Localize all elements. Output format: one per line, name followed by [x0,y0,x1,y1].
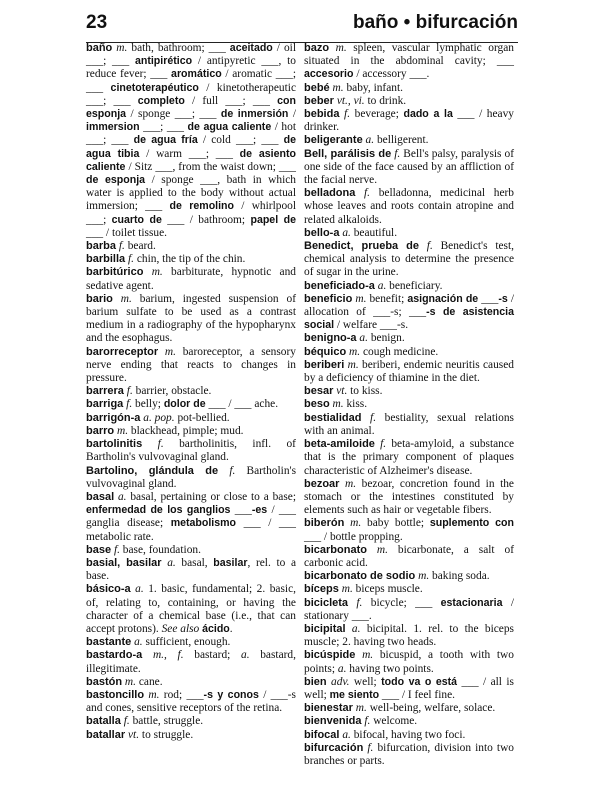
dictionary-entry [86,636,296,649]
right-column [304,42,514,768]
entry-headword: beligerante [304,134,363,147]
entry-grammar-label: m. [418,570,430,583]
entry-text: / accessory ___. [353,68,430,81]
dictionary-entry [304,148,514,188]
dictionary-entry [86,240,296,253]
entry-headword: batallar [86,728,126,741]
entry-headword: béquico [304,345,347,358]
entry-headword: Bell, parálisis de [304,147,392,160]
entry-grammar-label: a. pop. [143,411,175,424]
entry-headword: bifocal [304,728,340,741]
entry-headword: beber [304,94,334,107]
entry-text: well; [349,675,382,688]
entry-text: bifurcation, division into two branches or parts. [304,741,514,767]
entry-grammar-label: m. [355,702,367,715]
entry-grammar-label: f. [367,741,374,754]
entry-phrase: de agua fría [133,134,198,147]
entry-headword: bienestar [304,702,353,715]
dictionary-entry [86,557,296,583]
dictionary-entry [86,544,296,557]
entry-text: / stationary ___. [304,596,514,622]
entry-text: baby, infant. [343,81,403,94]
entry-grammar-label: f. [370,411,377,424]
entry-grammar-label: a. [351,622,361,635]
dictionary-entry [86,385,296,398]
dictionary-entry [86,253,296,266]
dictionary-entry [304,676,514,702]
entry-phrase: basilar [213,556,248,569]
entry-text: ___ / heavy drinker. [304,108,515,134]
entry-headword: barba [86,240,116,253]
entry-text: pot-bellied. [174,411,230,424]
entry-text: ___ [478,292,499,305]
entry-headword: basial, basilar [86,556,162,569]
guide-words: baño • bifurcación [353,12,518,33]
dictionary-entry [304,729,514,742]
entry-phrase: de agua tibia [86,134,296,160]
entry-text: ___ / ___ metabolic rate. [86,517,297,543]
entry-text: kiss. [343,398,368,411]
entry-headword: básico-a [86,583,131,596]
entry-text [355,187,364,199]
entry-text: base, foundation. [119,543,201,556]
entry-text: ___; ___ [139,121,188,134]
entry-text: to struggle. [139,728,194,741]
dictionary-entry [304,332,514,345]
dictionary-entry [304,95,514,108]
entry-text: / whirlpool ___; [86,200,297,226]
entry-text: / warm ___; ___ [139,147,240,160]
entry-grammar-label: f. [364,187,371,200]
dictionary-entry [304,359,514,385]
entry-headword: bien [304,675,327,688]
entry-text: / full ___; ___ [184,94,278,107]
entry-headword: barrigón-a [86,411,141,424]
entry-text: 1. basic, fundamental; 2. basic, of, relating to, containing, or having the character of a chemical base (i.e., that can accept protons). [86,583,296,635]
entry-grammar-label: f. [426,240,433,253]
entry-text: / welfare ___-s. [334,319,409,332]
entry-headword: barro [86,424,115,437]
entry-grammar-label: a. [117,490,127,503]
entry-phrase: de inmersión [220,108,289,121]
entry-phrase: metabolismo [170,517,237,530]
entry-text [367,544,377,556]
entry-grammar-label: vt., vi. [336,94,365,107]
entry-headword: bienvenida [304,715,362,728]
entry-grammar-label: f. [123,715,130,728]
entry-phrase: -s y conos [203,688,259,701]
entry-text: Bell's palsy, paralysis of one side of the face caused by an affliction of the facial nerve. [304,147,514,187]
entry-text: beautiful. [350,226,398,239]
entry-grammar-label: See also [161,622,200,635]
entry-text: / Sitz ___, from the waist down; ___ [125,160,296,173]
entry-grammar-label: m. [116,424,129,437]
dictionary-entry [86,649,296,675]
entry-headword: bifurcación [304,741,364,754]
entry-grammar-label: a. [135,583,144,596]
entry-headword: bastoncillo [86,688,145,701]
dictionary-entry [304,517,514,543]
entry-text: to drink. [364,94,407,107]
entry-headword: bestialidad [304,411,362,424]
dictionary-entry [86,465,296,491]
entry-text: , rel. to a base. [86,556,296,583]
entry-headword: bicarbonato [304,543,367,556]
entry-headword: bíceps [304,583,339,596]
entry-phrase: todo va o está [381,675,458,688]
page-number: 23 [86,12,108,33]
entry-text: belly; [132,398,164,411]
entry-phrase: con esponja [86,94,296,121]
dictionary-entry [304,82,514,95]
entry-text: / antipyretic ___, to reduce fever; ___ [86,55,296,81]
entry-grammar-label: m. [349,345,361,358]
entry-text: bartholinitis, infl. of Bartholin's vulvovaginal gland. [86,438,296,464]
entry-grammar-label: a. [134,636,143,649]
entry-grammar-label: a. [167,556,176,569]
entry-grammar-label: m. [362,649,374,662]
entry-text: ___ [230,504,252,517]
entry-grammar-label: f. [364,715,371,728]
page-header [86,8,518,43]
entry-headword: bario [86,292,113,305]
entry-phrase: de remolino [169,200,234,213]
entry-grammar-label: f. [127,253,134,266]
entry-text: well-being, welfare, solace. [366,702,496,715]
entry-headword: beneficiado-a [304,279,375,292]
entry-text: beverage; [350,108,404,121]
entry-headword: barrera [86,385,124,398]
dictionary-entry [304,583,514,596]
entry-text: barium, ingested suspension of barium sulfate to be used as a contrast medium in a radiography of the hypopharynx and the esophagus. [86,292,296,345]
entry-phrase: aromático [171,68,222,81]
dictionary-entry [86,689,296,715]
entry-text: cane. [136,675,163,688]
entry-grammar-label: m. [120,292,132,305]
dictionary-entry [304,385,514,398]
dictionary-entry [304,649,514,675]
dictionary-entry [304,108,514,134]
entry-grammar-label: a. [342,728,351,741]
entry-text: Benedict's test, chemical analysis to determine the presence of sugar in the urine. [304,240,514,279]
entry-text: / oil ___; ___ [86,42,296,68]
entry-headword: biberón [304,517,345,530]
entry-grammar-label: adv. [331,675,350,688]
entry-text: barbiturate, hypnotic and sedative agent. [86,266,296,292]
entry-text: beriberi, endemic neuritis caused by a deficiency of thiamine in the diet. [304,358,514,385]
entry-text: / allocation of ___-s; ___ [304,292,514,319]
entry-phrase: dolor de [163,398,206,411]
entry-text: blackhead, pimple; mud. [128,424,244,437]
entry-text: belligerent. [374,134,429,147]
entry-grammar-label: f. [356,596,363,609]
entry-text: bicuspid, a tooth with two points; [304,649,514,675]
entry-headword: bazo [304,42,330,54]
entry-headword: beriberi [304,358,345,371]
entry-text: beneficiary. [386,279,443,292]
entry-phrase: estacionaria [440,596,503,609]
entry-headword: bicarbonato de sodio [304,570,416,583]
entry-headword: base [86,543,112,556]
entry-grammar-label: m. [164,345,176,358]
entry-phrase: de asiento caliente [86,147,296,173]
dictionary-entry [304,702,514,715]
entry-phrase: de agua caliente [187,121,272,134]
dictionary-entry [304,742,514,768]
entry-grammar-label: f. [126,398,133,411]
entry-grammar-label: m. [335,42,347,54]
dictionary-entry [86,42,296,240]
dictionary-entry [304,240,514,280]
entry-headword: beta-amiloide [304,438,375,451]
dictionary-entry [304,412,514,438]
dictionary-entry [304,134,514,147]
entry-text: bastard, illegitimate. [86,649,296,675]
entry-headword: Bartolino, glándula de [86,464,219,477]
entry-text [142,649,153,661]
entry-headword: bicicleta [304,596,349,609]
entry-phrase: accesorio [304,68,354,81]
entry-headword: baño [86,42,113,54]
dictionary-entry [86,346,296,386]
entry-headword: bastón [86,675,123,688]
entry-headword: batalla [86,715,121,728]
dictionary-entry [86,715,296,728]
entry-text: biceps muscle. [352,583,423,596]
entry-phrase: me siento [329,688,380,701]
entry-text [113,293,121,305]
entry-grammar-label: m. [124,675,136,688]
entry-text: basal, [175,556,214,569]
entry-text: / ___ ganglia disease; [86,504,296,530]
entry-phrase: asignación de [407,292,479,305]
dictionary-entry [304,187,514,227]
entry-text: baroreceptor, a sensory nerve ending that reacts to changes in pressure. [86,345,296,385]
entry-headword: barorreceptor [86,345,159,358]
entry-text: benefit; [366,292,408,305]
entry-grammar-label: m. [345,477,357,490]
entry-phrase: ácido [202,622,230,635]
dictionary-entry [304,42,514,82]
entry-grammar-label: a. [359,332,368,345]
entry-headword: beso [304,398,330,411]
dictionary-entry [304,438,514,478]
entry-headword: bastante [86,636,132,649]
dictionary-entry [304,293,514,333]
entry-headword: bastardo-a [86,649,143,662]
entry-phrase: de esponja [86,174,146,187]
entry-text: rod; ___ [159,688,204,701]
entry-headword: bebida [304,108,340,121]
entry-text: / [288,108,297,121]
entry-text: / cold ___; ___ [197,134,284,147]
entry-text: ___ / ___ ache. [205,398,279,411]
entry-grammar-label: a. [337,662,347,675]
dictionary-entry [304,623,514,649]
entry-grammar-label: a. [365,134,375,147]
entry-headword: bicúspide [304,649,356,662]
entry-text: / kinetotherapeutic ___; ___ [86,81,296,107]
entry-text: benign. [367,332,405,345]
dictionary-entry [86,583,296,636]
entry-phrase: antipirético [134,55,193,68]
entry-text: / sponge ___; ___ [126,108,221,121]
dictionary-entry [86,438,296,464]
entry-grammar-label: vt. [336,385,348,398]
entry-text: barrier, obstacle. [132,385,212,398]
dictionary-entry [86,412,296,425]
entry-text: belladonna, medicinal herb whose leaves and roots contain atropine and related alkaloids. [304,187,514,226]
entry-text: baby bottle; [361,517,430,530]
entry-text: sufficient, enough. [142,636,231,649]
entry-phrase: -s de asistencia social [304,306,514,332]
entry-text: having two points. [346,662,434,675]
entry-grammar-label: a. [377,279,387,292]
entry-text: spleen, vascular lymphatic organ situated in the abdominal cavity; ___ [304,42,514,68]
entry-phrase: -s [498,292,508,305]
dictionary-entry [304,715,514,728]
dictionary-entry [86,293,296,346]
entry-headword: besar [304,385,334,398]
entry-headword: belladona [304,187,356,200]
entry-phrase: immersion [86,121,140,134]
entry-grammar-label: a. [241,649,250,662]
entry-text: bath, bathroom; ___ [127,42,230,54]
dictionary-entry [304,398,514,411]
dictionary-entry [304,280,514,293]
entry-text: / ___-s and cones, sensitive receptors of the retina. [86,688,296,715]
entry-text: basal, pertaining or close to a base; [126,490,296,503]
entry-grammar-label: m. [341,583,353,596]
entry-text: ___ / I feel fine. [379,688,455,701]
entry-grammar-label: m. [148,688,160,701]
dictionary-entry [86,425,296,438]
dictionary-entry [86,491,296,544]
entry-grammar-label: m. [350,517,362,530]
dictionary-entry [86,729,296,742]
dictionary-entry [86,676,296,689]
entry-headword: benigno-a [304,332,357,345]
entry-grammar-label: f. [344,108,351,121]
entry-text: chin, the tip of the chin. [134,253,246,266]
entry-text [143,266,151,278]
entry-text: / sponge ___, bath in which water is applied to the body without actual immersion; ___ [86,174,297,213]
entry-headword: barbilla [86,253,126,266]
left-column [86,42,296,742]
entry-text: bifocal, having two foci. [350,728,466,741]
entry-headword: bebé [304,81,330,94]
entry-grammar-label: m. [376,543,388,556]
dictionary-entry [304,478,514,518]
entry-headword: barbitúrico [86,266,144,279]
entry-phrase: suplemento con [429,517,514,530]
entry-grammar-label: a. [342,226,351,239]
entry-text: beard. [124,240,156,253]
entry-phrase: papel de [250,213,296,226]
entry-text: ___ / bottle propping. [304,530,403,543]
entry-phrase: cuarto de [111,213,162,226]
entry-text: bicarbonate, a salt of carbonic acid. [304,543,514,569]
entry-text: / hot ___; ___ [86,121,296,147]
entry-grammar-label: m. [347,358,359,371]
entry-phrase: completo [137,94,185,107]
entry-text: ___ / toilet tissue. [86,226,167,239]
entry-grammar-label: m. [116,42,128,54]
entry-text: ___ / bathroom; [161,213,251,226]
entry-headword: Benedict, prueba de [304,240,419,253]
entry-text: bastard; [183,649,241,662]
entry-text: beta-amyloid, a substance that is the primary component of plaques characteristic of Alzheimer's disease. [304,438,514,477]
entry-grammar-label: f. [113,543,120,556]
dictionary-entry [86,398,296,411]
entry-text: to kiss. [347,385,383,398]
entry-grammar-label: f. [126,385,133,398]
entry-headword: bezoar [304,477,340,490]
dictionary-entry [304,597,514,623]
entry-text: baking soda. [429,570,490,583]
dictionary-entry [304,346,514,359]
entry-headword: bicipital [304,622,346,635]
entry-text: battle, struggle. [129,715,204,728]
entry-grammar-label: m. [355,292,367,305]
entry-grammar-label: f. [118,240,125,253]
entry-text [142,438,157,450]
entry-grammar-label: f. [394,147,401,160]
entry-grammar-label: f. [229,464,236,477]
entry-headword: barriga [86,398,124,411]
entry-text: bicipital. 1. rel. to the biceps muscle; 2. having two heads. [304,622,514,649]
entry-text: bestiality, sexual relations with an animal. [304,411,514,437]
entry-text: ___ / all is well; [304,675,514,701]
entry-text: Bartholin's vulvovaginal gland. [86,464,296,490]
entry-headword: bartolinitis [86,438,143,451]
entry-phrase: -es [251,504,268,517]
entry-text: / aromatic ___; ___ [86,68,296,94]
dictionary-entry [304,544,514,570]
entry-text: bezoar, concretion found in the stomach or the intestines constituted by elements such as hair or vegetable fibers. [304,477,514,517]
entry-text [419,240,427,252]
entry-headword: bello-a [304,226,340,239]
entry-phrase: enfermedad de los ganglios [86,504,231,517]
entry-phrase: cinetoterapéutico [110,81,199,94]
entry-text: . [229,622,233,635]
entry-grammar-label: m. [151,266,163,279]
entry-grammar-label: m., f. [152,649,184,662]
entry-text [218,465,229,477]
entry-text [158,346,165,358]
entry-grammar-label: m. [332,81,344,94]
entry-text: bicycle; ___ [362,596,441,609]
entry-headword: beneficio [304,292,353,305]
entry-text [361,412,370,424]
dictionary-entry [86,266,296,292]
entry-grammar-label: vt. [128,728,140,741]
entry-grammar-label: f. [157,438,164,451]
entry-headword: basal [86,490,115,503]
entry-text: cough medicine. [360,345,439,358]
dictionary-entry [304,570,514,583]
entry-phrase: aceitado [229,42,273,54]
entry-phrase: dado a la [403,108,453,121]
entry-grammar-label: f. [380,438,387,451]
entry-text: welcome. [370,715,418,728]
dictionary-entry [304,227,514,240]
entry-grammar-label: m. [332,398,344,411]
